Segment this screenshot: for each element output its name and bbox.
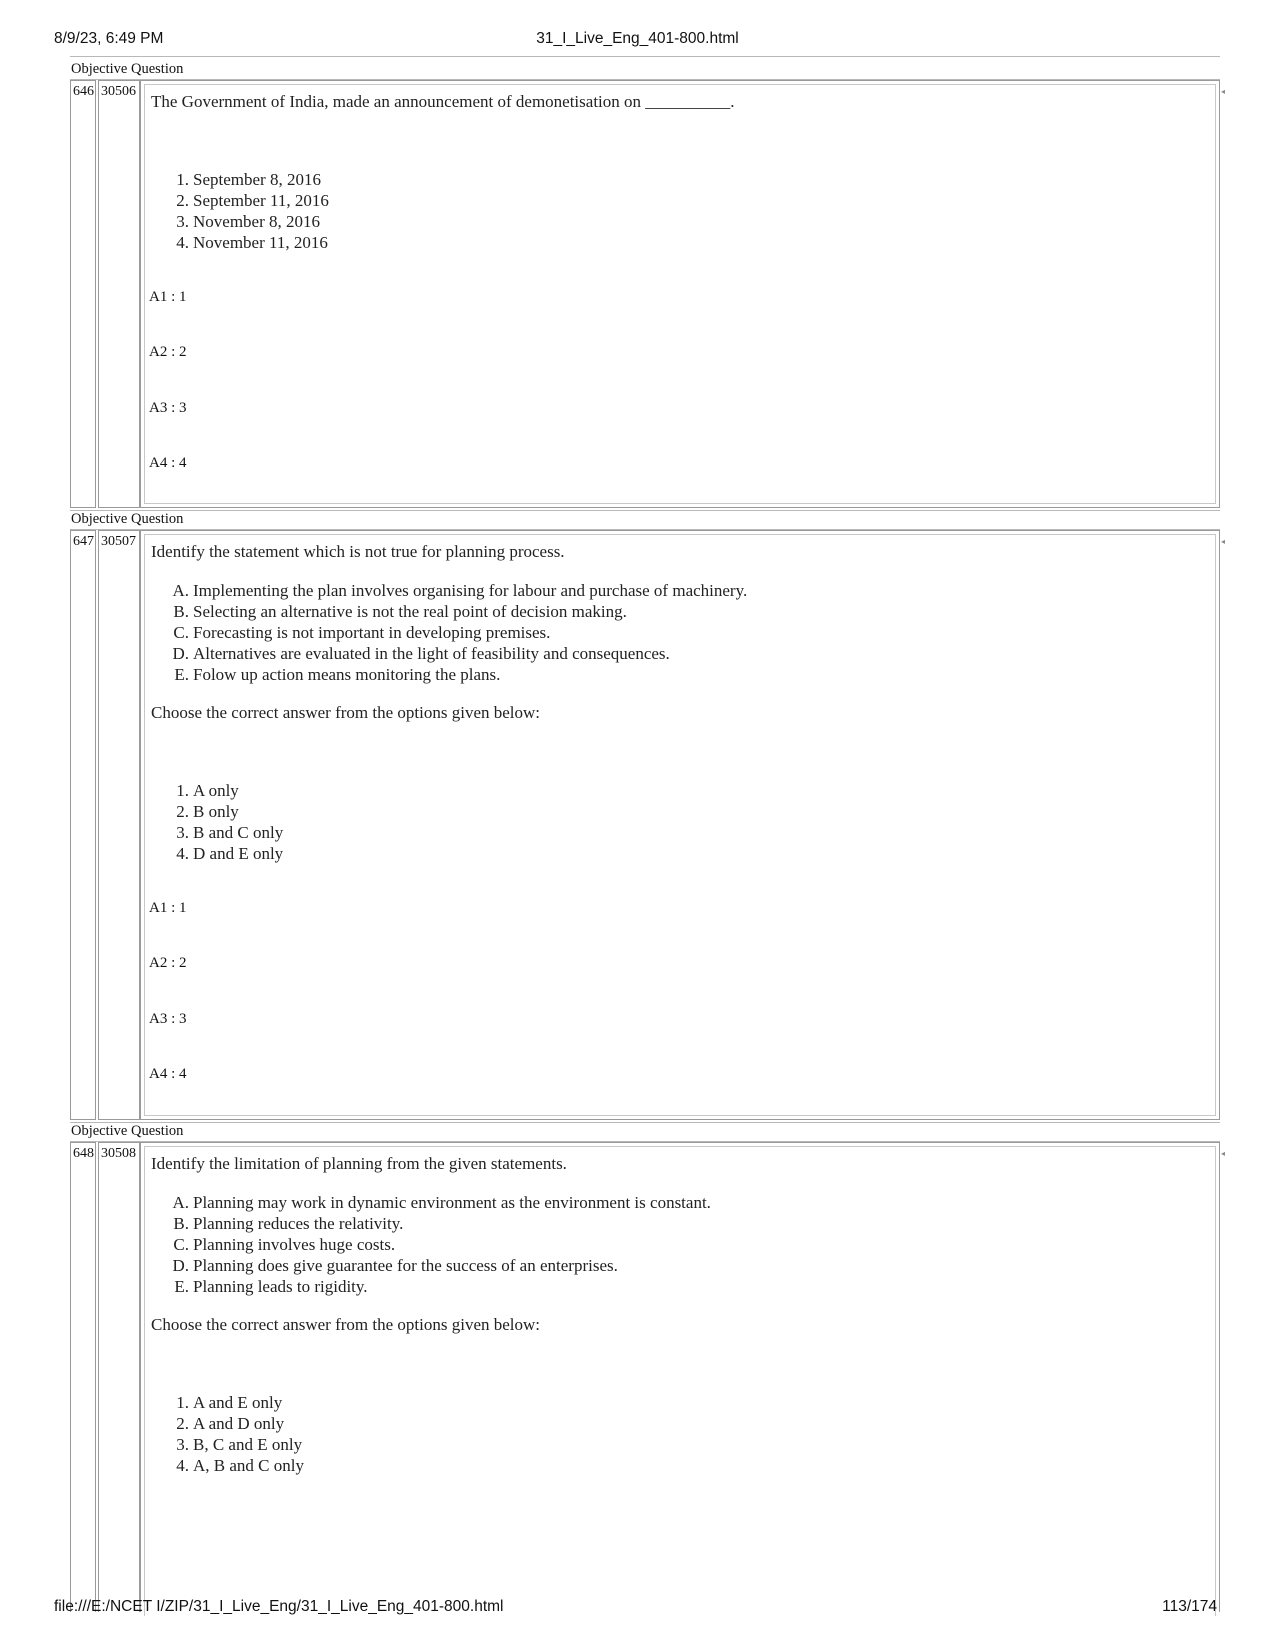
statement-item: E. Planning leads to rigidity. bbox=[174, 1277, 368, 1296]
answer-key-a4: A4 : 4 bbox=[149, 455, 187, 471]
option-list bbox=[171, 1392, 304, 1476]
option-item: 3. B, C and E only bbox=[176, 1435, 303, 1454]
question-text: Identify the statement which is not true for planning process. bbox=[151, 542, 565, 561]
option-item: 4. A, B and C only bbox=[176, 1456, 304, 1475]
question-type-label: Objective Question bbox=[71, 511, 184, 527]
question-body bbox=[140, 80, 1225, 508]
question-paper bbox=[70, 60, 1225, 1590]
statement-item: B. Planning reduces the relativity. bbox=[173, 1214, 404, 1233]
option-item: 1. A and E only bbox=[176, 1393, 283, 1412]
print-file-url: file:///E:/NCET I/ZIP/31_I_Live_Eng/31_I_Live_Eng_401-800.html bbox=[54, 1598, 504, 1615]
statement-item: A. Implementing the plan involves organising for labour and purchase of machinery. bbox=[172, 581, 748, 600]
statement-item: D. Planning does give guarantee for the success of an enterprises. bbox=[172, 1256, 618, 1275]
question-id: 30508 bbox=[98, 1142, 140, 1612]
option-item: 2. B only bbox=[176, 802, 239, 821]
question-body-frame bbox=[144, 84, 1216, 504]
print-doc-title: 31_I_Live_Eng_401-800.html bbox=[536, 30, 739, 47]
divider bbox=[70, 1122, 1220, 1123]
statement-item: C. Planning involves huge costs. bbox=[173, 1235, 396, 1254]
statement-item: B. Selecting an alternative is not the real point of decision making. bbox=[173, 602, 627, 621]
question-block-648 bbox=[70, 1122, 1225, 1590]
statement-item: A. Planning may work in dynamic environment as the environment is constant. bbox=[172, 1193, 711, 1212]
question-body bbox=[140, 530, 1225, 1120]
answer-key-a1: A1 : 1 bbox=[149, 289, 187, 305]
instruction-text: Choose the correct answer from the options given below: bbox=[151, 703, 541, 722]
option-item: 1. September 8, 2016 bbox=[176, 170, 321, 189]
option-list bbox=[171, 780, 283, 864]
statement-item: D. Alternatives are evaluated in the light of feasibility and consequences. bbox=[172, 644, 670, 663]
divider bbox=[70, 510, 1220, 511]
print-page-number: 113/174 bbox=[1162, 1598, 1217, 1615]
question-block-646 bbox=[70, 60, 1225, 508]
question-serial: 648 bbox=[70, 1142, 96, 1612]
option-item: 3. November 8, 2016 bbox=[176, 212, 321, 231]
print-header bbox=[0, 30, 1275, 50]
print-datetime: 8/9/23, 6:49 PM bbox=[54, 30, 164, 47]
statement-item: E. Folow up action means monitoring the plans. bbox=[174, 665, 501, 684]
option-item: 3. B and C only bbox=[176, 823, 284, 842]
question-body bbox=[140, 1142, 1225, 1612]
answer-key-a1: A1 : 1 bbox=[149, 900, 187, 916]
option-list bbox=[171, 169, 329, 253]
truncation-mark: ◂ bbox=[1220, 537, 1225, 546]
answer-key-a2: A2 : 2 bbox=[149, 344, 187, 360]
divider bbox=[70, 56, 1220, 57]
truncation-mark: ◂ bbox=[1220, 87, 1225, 96]
option-item: 2. A and D only bbox=[176, 1414, 285, 1433]
option-item: 4. D and E only bbox=[176, 844, 284, 863]
answer-key-a3: A3 : 3 bbox=[149, 400, 187, 416]
question-text: Identify the limitation of planning from the given statements. bbox=[151, 1154, 567, 1173]
statement-item: C. Forecasting is not important in developing premises. bbox=[173, 623, 551, 642]
option-item: 2. September 11, 2016 bbox=[176, 191, 329, 210]
truncation-mark: ◂ bbox=[1220, 1149, 1225, 1158]
question-type-label: Objective Question bbox=[71, 61, 184, 77]
answer-key-a3: A3 : 3 bbox=[149, 1011, 187, 1027]
question-id: 30506 bbox=[98, 80, 140, 508]
question-serial: 647 bbox=[70, 530, 96, 1120]
statement-list bbox=[169, 580, 747, 685]
question-id: 30507 bbox=[98, 530, 140, 1120]
statement-list bbox=[169, 1192, 711, 1297]
question-type-label: Objective Question bbox=[71, 1123, 184, 1139]
instruction-text: Choose the correct answer from the options given below: bbox=[151, 1315, 541, 1334]
question-serial: 646 bbox=[70, 80, 96, 508]
option-item: 4. November 11, 2016 bbox=[176, 233, 328, 252]
answer-key-a2: A2 : 2 bbox=[149, 955, 187, 971]
answer-key-a4: A4 : 4 bbox=[149, 1066, 187, 1082]
question-text: The Government of India, made an announcement of demonetisation on __________. bbox=[151, 92, 735, 111]
print-footer bbox=[0, 1598, 1275, 1618]
question-block-647 bbox=[70, 510, 1225, 1120]
option-item: 1. A only bbox=[176, 781, 239, 800]
